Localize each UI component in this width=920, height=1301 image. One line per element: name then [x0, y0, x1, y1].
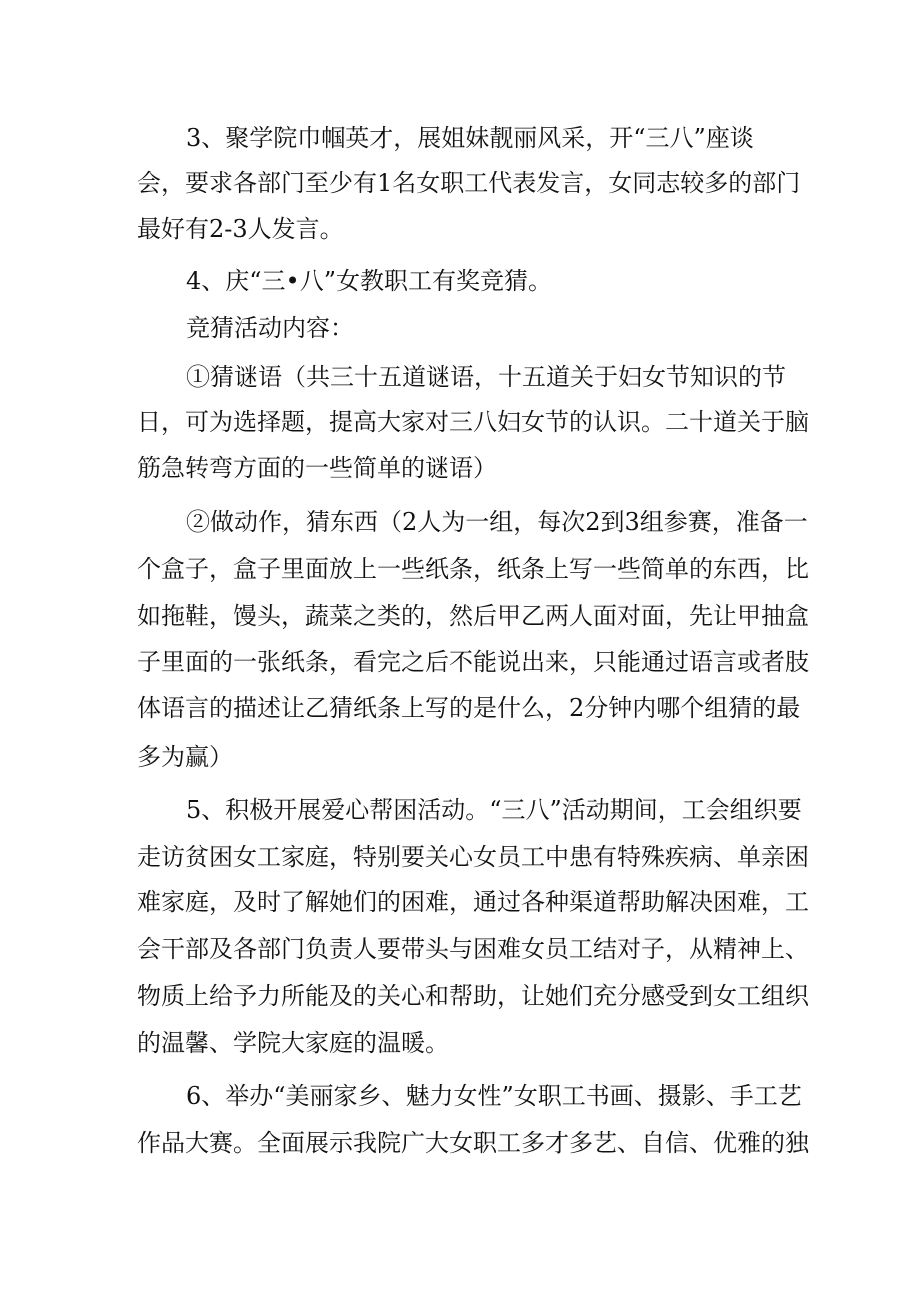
- item-3-line-1: 3、聚学院巾帼英才，展姐妹靓丽风采，开“三八”座谈: [186, 124, 754, 152]
- contest-2-line-3: 如拖鞋，馒头，蔬菜之类的，然后甲乙两人面对面，先让甲抽盒: [137, 602, 809, 630]
- item-6-line-2: 作品大赛。全面展示我院广大女职工多才多艺、自信、优雅的独: [137, 1129, 809, 1157]
- contest-2-line-6: 多为赢）: [137, 743, 233, 771]
- contest-2-line-4: 子里面的一张纸条，看完之后不能说出来，只能通过语言或者肢: [137, 648, 809, 676]
- item-5-line-6: 的温馨、学院大家庭的温暖。: [137, 1029, 449, 1057]
- item-4-line-1: 4、庆“三•八”女教职工有奖竞猜。: [186, 267, 552, 295]
- item-6-line-1: 6、举办“美丽家乡、魅力女性”女职工书画、摄影、手工艺: [186, 1082, 802, 1110]
- item-3-line-2: 会，要求各部门至少有1名女职工代表发言，女同志较多的部门: [137, 169, 801, 197]
- item-5-line-4: 会干部及各部门负责人要带头与困难女员工结对子，从精神上、: [137, 935, 809, 963]
- item-5-line-5: 物质上给予力所能及的关心和帮助，让她们充分感受到女工组织: [137, 982, 809, 1010]
- item-5-line-3: 难家庭，及时了解她们的困难，通过各种渠道帮助解决困难，工: [137, 888, 809, 916]
- contest-1-line-2: 日，可为选择题，提高大家对三八妇女节的认识。二十道关于脑: [137, 408, 809, 436]
- contest-2-line-5: 体语言的描述让乙猜纸条上写的是什么，2分钟内哪个组猜的最: [137, 694, 801, 722]
- contest-2-line-1: ②做动作，猜东西（2人为一组，每次2到3组参赛，准备一: [186, 508, 808, 536]
- item-3-line-3: 最好有2-3人发言。: [137, 215, 344, 243]
- contest-1-line-3: 筋急转弯方面的一些简单的谜语）: [137, 454, 497, 482]
- item-5-line-2: 走访贫困女工家庭，特别要关心女员工中患有特殊疾病、单亲困: [137, 843, 809, 871]
- contest-1-line-1: ①猜谜语（共三十五道谜语，十五道关于妇女节知识的节: [186, 363, 786, 391]
- contest-heading: 竞猜活动内容：: [186, 314, 354, 342]
- item-5-line-1: 5、积极开展爱心帮困活动。“三八”活动期间，工会组织要: [186, 796, 802, 824]
- contest-2-line-2: 个盒子，盒子里面放上一些纸条，纸条上写一些简单的东西，比: [137, 555, 809, 583]
